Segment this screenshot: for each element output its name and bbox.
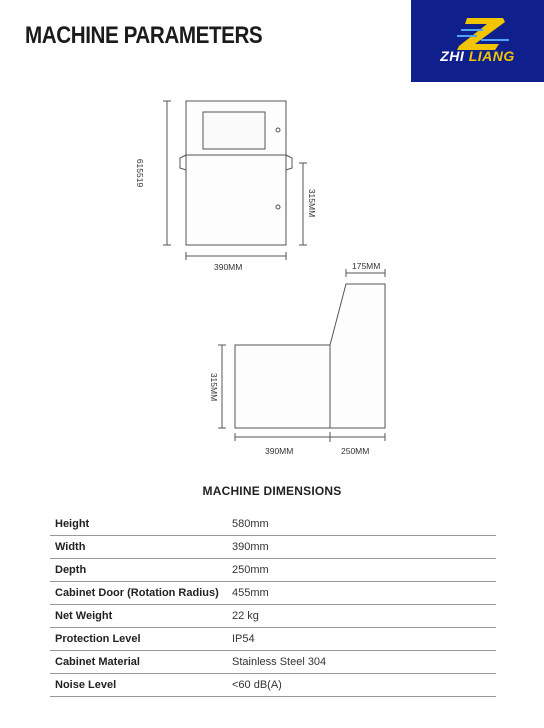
logo-text-zhi: ZHI <box>440 48 465 64</box>
spec-value: <60 dB(A) <box>227 674 496 697</box>
spec-label: Height <box>50 513 227 536</box>
side-front-depth-label: 390MM <box>265 446 294 456</box>
spec-value: IP54 <box>227 628 496 651</box>
spec-label: Net Weight <box>50 605 227 628</box>
table-row <box>50 651 496 674</box>
spec-value: 580mm <box>227 513 496 536</box>
side-rear-depth-label: 250MM <box>341 446 370 456</box>
page-title: MACHINE PARAMETERS <box>25 22 263 49</box>
spec-label: Noise Level <box>50 674 227 697</box>
side-view <box>218 269 385 442</box>
front-view <box>163 101 307 260</box>
spec-value: 390mm <box>227 536 496 559</box>
spec-value: Stainless Steel 304 <box>227 651 496 674</box>
spec-label: Cabinet Material <box>50 651 227 674</box>
table-row <box>50 559 496 582</box>
side-top-width-label: 175MM <box>352 261 381 271</box>
table-row <box>50 628 496 651</box>
table-row <box>50 536 496 559</box>
logo-text-liang: LIANG <box>468 48 515 64</box>
spec-label: Protection Level <box>50 628 227 651</box>
spec-value: 22 kg <box>227 605 496 628</box>
spec-label: Depth <box>50 559 227 582</box>
front-height-label: 615519 <box>135 158 146 188</box>
front-width-label: 390MM <box>214 262 243 272</box>
table-row <box>50 513 496 536</box>
spec-table <box>50 513 496 697</box>
spec-label: Width <box>50 536 227 559</box>
table-row <box>50 582 496 605</box>
spec-value: 455mm <box>227 582 496 605</box>
front-door-height-label: 315MM <box>307 188 318 218</box>
spec-label: Cabinet Door (Rotation Radius) <box>50 582 227 605</box>
table-row <box>50 674 496 697</box>
spec-value: 250mm <box>227 559 496 582</box>
dimensions-heading: MACHINE DIMENSIONS <box>202 484 342 498</box>
table-row <box>50 605 496 628</box>
side-height-label: 315MM <box>209 372 220 402</box>
